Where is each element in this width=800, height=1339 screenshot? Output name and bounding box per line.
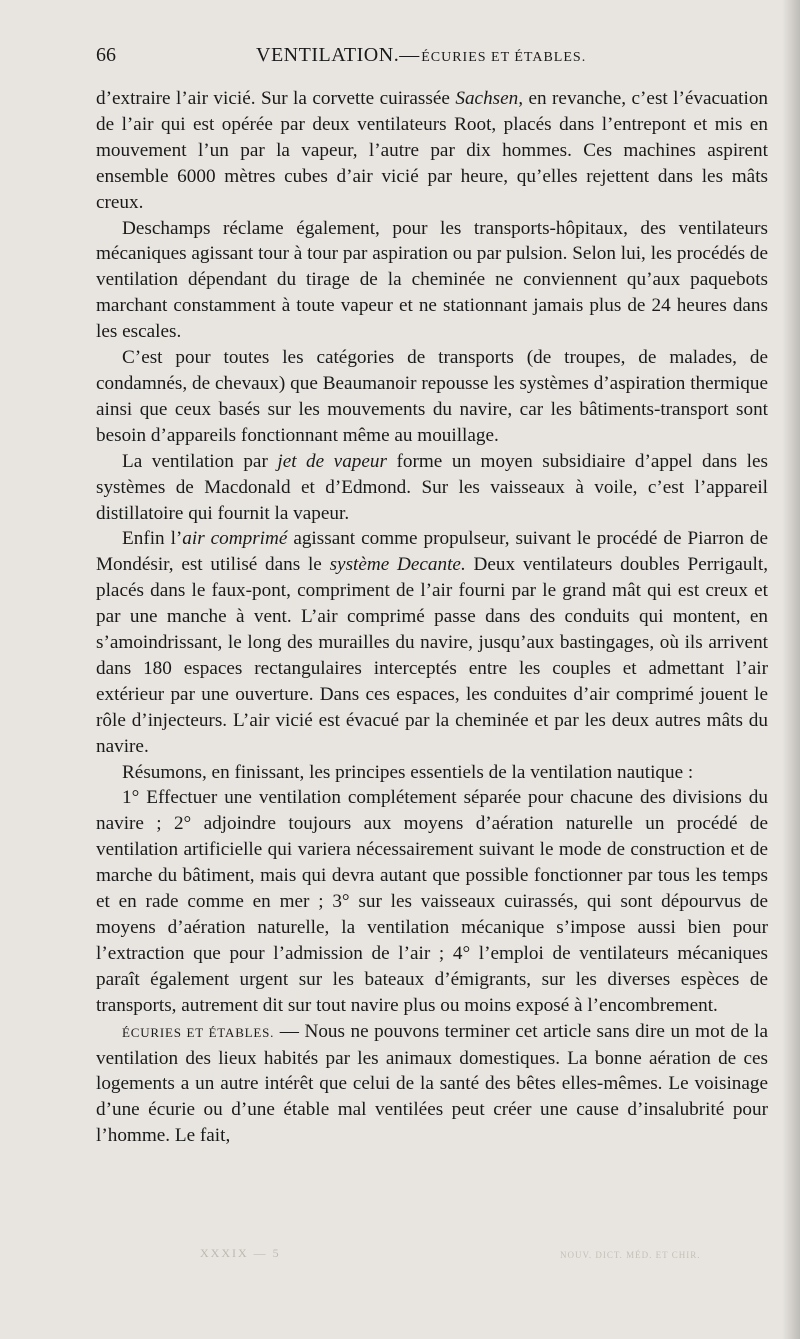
paragraph-5-b: agissant comme propulseur, suivant le procédé de Piarron de Mondésir, est utilisé dans le: [96, 528, 768, 576]
jet-de-vapeur: jet de vapeur: [277, 450, 387, 472]
page-edge-shadow: [782, 0, 800, 1339]
paragraph-4-a: La ventilation par: [122, 450, 278, 472]
paragraph-5: [96, 526, 768, 759]
running-title-dash: —: [399, 44, 420, 66]
paragraph-7: 1° Effectuer une ventilation complétement séparée pour chacune des divisions du navire ; 2° adjoindre toujours aux moyens d’aération naturelle un procédé de ventilation artificielle qui variera nécessairement suivant le mode de construction et de marche du bâtiment, mais qui devra autant que possible fonctionner par tous les temps et en rade comme en mer ; 3° sur les vaisseaux cuirassés, qui sont dépourvus de moyens d’aération naturelle, la ventilation mécanique s’impose aussi bien pour l’extraction que pour l’admission de l’air ; 4° l’emploi de ventilateurs mécaniques paraît également urgent sur les bateaux d’émigrants, sur les diverses espèces de transports, autrement dit sur tout navire plus ou moins exposé à l’encombrement.: [96, 787, 768, 1016]
paragraph-1-rest: en revanche, c’est l’évacuation de l’air qui est opérée par deux ventilateurs Root, placés dans l’entrepont et mis en mouvement l’un par la vapeur, l’autre par dix hommes. Ces machines aspirent ensemble 6000 mètres cubes d’air vicié par heure, qu’elles rejettent dans les mâts creux.: [96, 88, 769, 213]
running-subtitle: ÉCURIES ET ÉTABLES.: [421, 50, 587, 65]
paragraph-6: Résumons, en finissant, les principes essentiels de la ventilation nautique :: [122, 761, 694, 783]
paragraph-3: C’est pour toutes les catégories de transports (de troupes, de malades, de condamnés, de chevaux) que Beaumanoir repousse les systèmes d’aspiration thermique ainsi que ceux basés sur les mouvements du navire, car les bâtiments-transport sont besoin d’appareils fonctionnant même au mouillage.: [96, 347, 768, 446]
systeme-decante: système Decante.: [329, 554, 466, 576]
ship-name: Sachsen,: [455, 88, 524, 109]
signature-mark: XXXIX — 5: [200, 1246, 281, 1260]
paragraph-4-b: forme un moyen subsidiaire d’appel dans les systèmes de Macdonald et d’Edmond. Sur les vaisseaux à voile, c’est l’appareil distillatoire qui fournit la vapeur.: [96, 450, 768, 524]
running-header: [96, 44, 768, 74]
paragraph-8: [96, 1019, 768, 1150]
body-text: [96, 86, 768, 1149]
page-number: 66: [96, 44, 116, 66]
imprint-mark: NOUV. DICT. MÉD. ET CHIR.: [560, 1250, 701, 1260]
paragraph-8-text: — Nous ne pouvons terminer cet article sans dire un mot de la ventilation des lieux habités par les animaux domestiques. La bonne aération de ces logements a un autre intérêt que celui de la santé des bêtes elles-mêmes. Le voisinage d’une écurie ou d’une étable mal ventilées peut créer une cause d’insalubrité pour l’homme. Le fait,: [96, 1020, 768, 1147]
paragraph-5-a: Enfin l’: [122, 528, 183, 550]
air-comprime: air comprimé: [182, 528, 288, 550]
section-heading: ÉCURIES ET ÉTABLES.: [122, 1024, 275, 1040]
paragraph-2: Deschamps réclame également, pour les transports-hôpitaux, des ventilateurs mécaniques agissant tour à tour par aspiration ou par pulsion. Selon lui, les procédés de ventilation dépendant du tirage de la cheminée ne conviennent qu’aux paquebots marchant constamment à toute vapeur et ne stationnant jamais plus de 24 heures dans les escales.: [96, 217, 768, 343]
paragraph-1-text: d’extraire l’air vicié. Sur la corvette cuirassée: [96, 88, 456, 109]
paragraph-5-c: Deux ventilateurs doubles Perrigault, placés dans le faux-pont, compriment de l’air fourni par le grand mât qui est creux et par une manche à vent. L’air comprimé passe dans des conduits qui montent, en s’amoindrissant, le long des murailles du navire, jusqu’aux bastingages, où ils arrivent dans 180 espaces rectangulaires interceptés entre les couples et admettant l’air extérieur par une ouverture. Dans ces espaces, les conduites d’air comprimé jouent le rôle d’injecteurs. L’air vicié est évacué par la cheminée et par les deux autres mâts du navire.: [96, 554, 768, 757]
paragraph-1: [96, 86, 768, 216]
running-title: VENTILATION.: [256, 44, 400, 66]
paragraph-4: [96, 449, 768, 527]
